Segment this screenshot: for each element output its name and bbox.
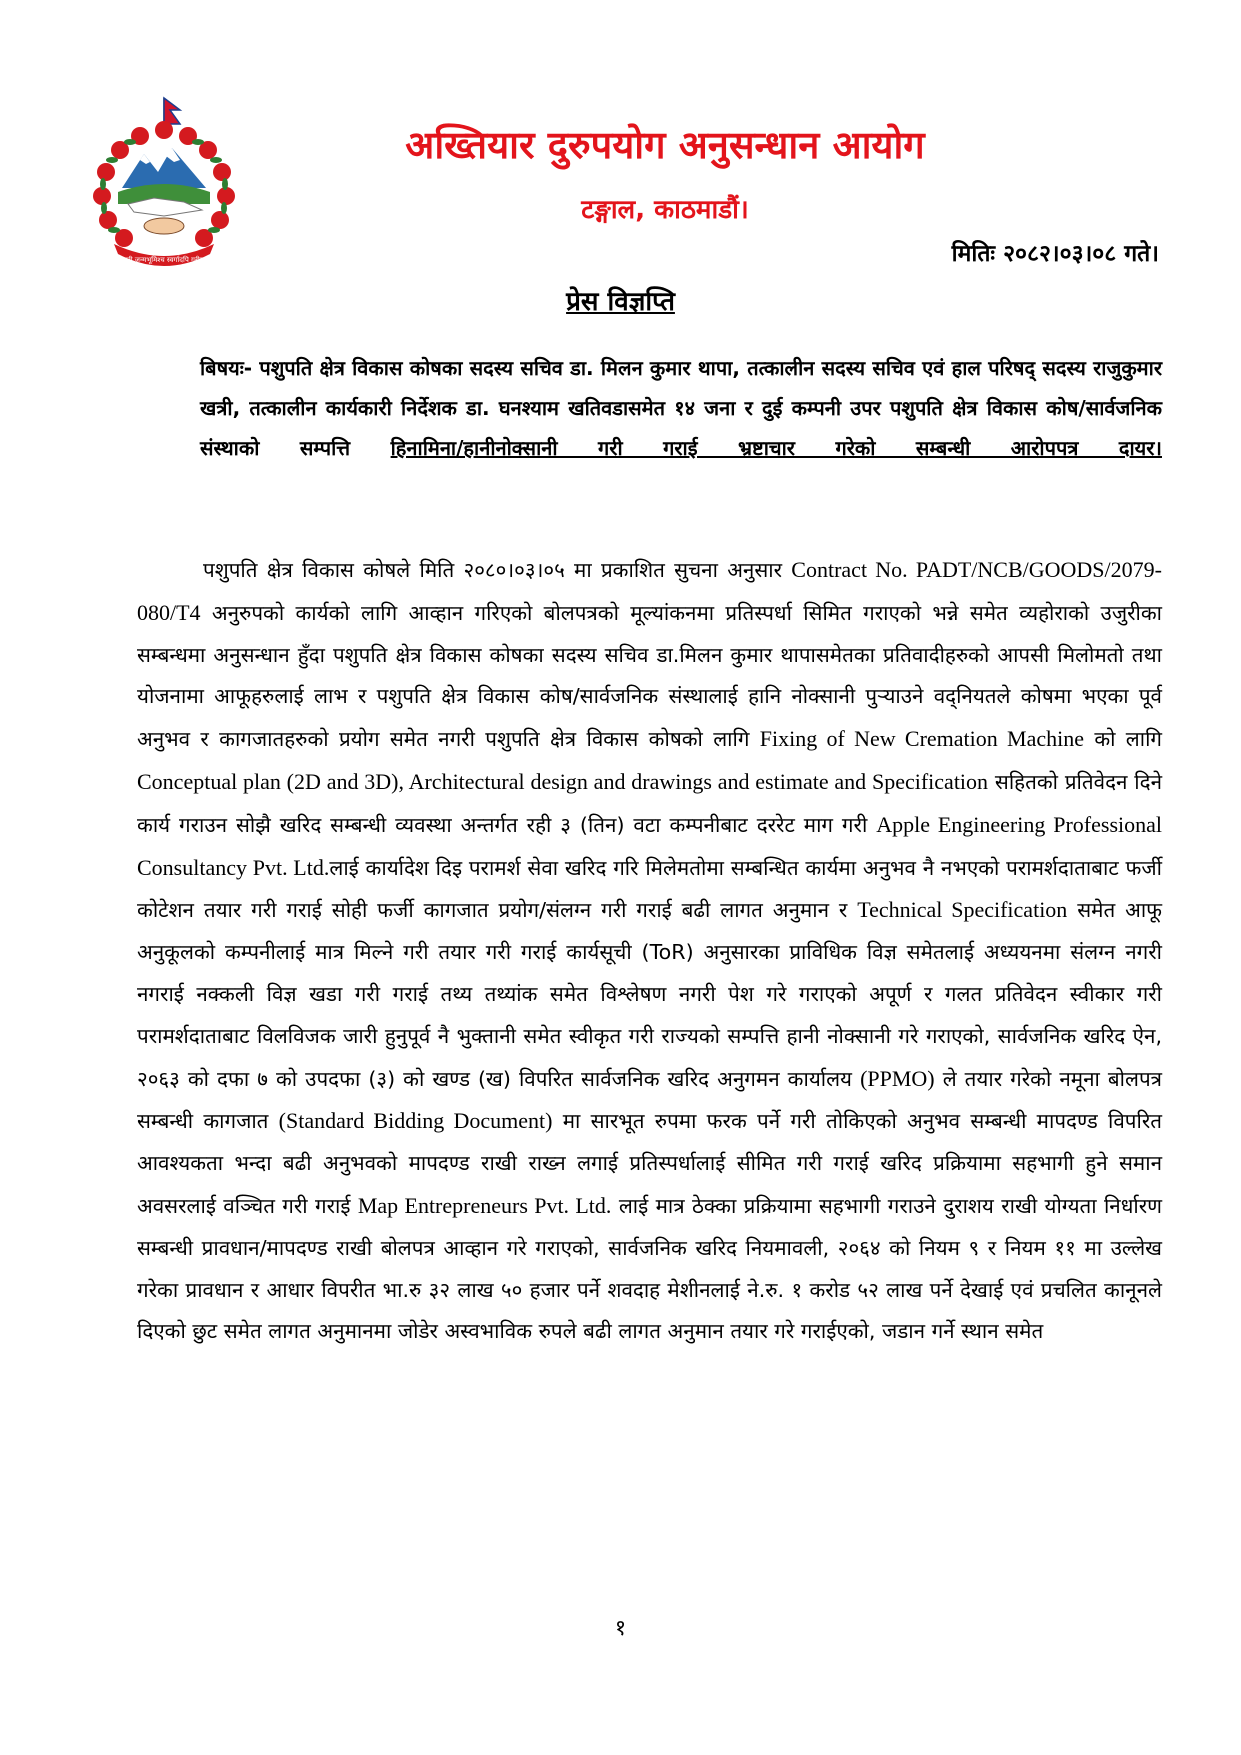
body-segment: समेत आफू अनुकूलको कम्पनीलाई मात्र मिल्ने गरी तयार गरी गराई कार्यसूची (ToR) अनुसारका प्राविधिक विज्ञ समेतलाई अध्ययनमा संलग्न नगरी नगराई नक्कली विज्ञ खडा गरी गराई तथ्य तथ्यांक समेत विश्लेषण नगरी पेश गरे गराएको अपूर्ण र गलत प्रतिवेदन स्वीकार गरी परामर्शदाताबाट विलविजक जारी हुनुपूर्व नै भुक्तानी समेत स्वीकृत गरी राज्यको सम्पत्ति हानी नोक्सानी गरे गराएको, सार्वजनिक खरिद ऐन, २०६३ को दफा ७ को उपदफा (३) को खण्ड (ख) विपरित सार्वजनिक खरिद अनुगमन कार्यालय [137, 898, 1162, 1091]
document-title: प्रेस विज्ञप्ति [566, 287, 675, 317]
body-segment-latin: Apple Engineering Professional Consultancy Pvt. Ltd. [137, 811, 1163, 880]
body-segment: सहितको प्रतिवेदन दिने कार्य गराउन सोझै खरिद सम्बन्धी व्यवस्था अन्तर्गत रही ३ (तिन) वटा कम्पनीबाट दररेट माग गरी [137, 769, 1162, 837]
subject-paragraph [200, 348, 1162, 468]
body-segment-latin: Fixing of New Cremation Machine [759, 726, 1084, 752]
body-segment: अनुरुपको कार्यको लागि आव्हान गरिएको बोलपत्रको मूल्यांकनमा प्रतिस्पर्धा सिमित गराएको भन्ने समेत व्यहोराको उजुरीका सम्बन्धमा अनुसन्धान हुँदा पशुपति क्षेत्र विकास कोषका सदस्य सचिव डा.मिलन कुमार थापासमेतका प्रतिवादीहरुको आपसी मिलोमतो तथा योजनामा आफूहरुलाई लाभ र पशुपति क्षेत्र विकास कोष/सार्वजनिक संस्थालाई हानि नोक्सानी पुर्‍याउने वद्नियतले कोषमा भएका पूर्व अनुभव र कागजातहरुको प्रयोग समेत नगरी पशुपति क्षेत्र विकास कोषको लागि [137, 600, 1163, 752]
body-segment-latin: Technical Specification [857, 897, 1068, 923]
body-segment: लाई कार्यादेश दिइ परामर्श सेवा खरिद गरि मिलेमतोमा सम्बन्धित कार्यमा अनुभव नै नभएको परामर्शदाताबाट फर्जी कोटेशन तयार गरी गराई सोही फर्जी कागजात प्रयोग/संलग्न गरी गराई बढी लागत अनुमान र [137, 855, 1162, 923]
body-segment: पशुपति क्षेत्र विकास कोषले मिति २०८०।०३।०५ मा प्रकाशित सुचना अनुसार [203, 558, 783, 582]
body-segment: ले तयार गरेको नमूना बोलपत्र सम्बन्धी कागजात [137, 1066, 1163, 1134]
body-paragraph [137, 549, 1162, 1353]
page-number: १ [614, 1616, 627, 1641]
body-segment-latin: (PPMO) [860, 1065, 935, 1091]
body-segment: लाई मात्र ठेक्का प्रक्रियामा सहभागी गराउने दुराशय राखी योग्यता निर्धारण सम्बन्धी प्रावधान/मापदण्ड राखी बोलपत्र आव्हान गरे गराएको, सार्वजनिक खरिद नियमावली, २०६४ को नियम ९ र नियम ११ मा उल्लेख गरेका प्रावधान र आधार विपरीत भा.रु ३२ लाख ५० हजार पर्ने शवदाह मेशीनलाई ने.रु. १ करोड ५२ लाख पर्ने देखाई एवं प्रचलित कानूनले दिएको छुट समेत लागत अनुमानमा जोडेर अस्वभाविक रुपले बढी लागत अनुमान तयार गरे गराईएको, जडान गर्ने स्थान समेत [137, 1193, 1163, 1344]
body-segment-latin: Contract No. PADT/NCB/GOODS/2079-080/T4 [137, 557, 1162, 625]
body-segment-latin: (Standard Bidding Document) [278, 1108, 553, 1134]
document-date: मितिः २०८२।०३।०८ गते। [951, 241, 1159, 267]
organization-location: टङ्गाल, काठमाडौं। [581, 195, 749, 225]
body-segment-latin: Conceptual plan (2D and 3D), Architectural design and drawings and estimate and Specification [137, 768, 989, 794]
subject-text: बिषयः- पशुपति क्षेत्र विकास कोषका सदस्य सचिव डा. मिलन कुमार थापा, तत्कालीन सदस्य सचिव एवं हाल परिषद् सदस्य राजुकुमार खत्री, तत्कालीन कार्यकारी निर्देशक डा. घनश्याम खतिवडासमेत १४ जना र दुई कम्पनी उपर पशुपति क्षेत्र विकास कोष/सार्वजनिक संस्थाको सम्पत्ति [200, 356, 1162, 460]
organization-name: अख्तियार दुरुपयोग अनुसन्धान आयोग [405, 123, 925, 167]
body-segment: मा सारभूत रुपमा फरक पर्ने गरी तोकिएको अनुभव सम्बन्धी मापदण्ड विपरित आवश्यकता भन्दा बढी अनुभवको मापदण्ड राखी राख्न लगाई प्रतिस्पर्धालाई सीमित गरी गराई खरिद प्रक्रियामा सहभागी हुने समान अवसरलाई वञ्चित गरी गराई [137, 1109, 1162, 1218]
body-segment: को लागि [1094, 727, 1163, 752]
body-segment-latin: Map Entrepreneurs Pvt. Ltd. [357, 1192, 612, 1218]
subject-underlined-text: हिनामिना/हानीनोक्सानी गरी गराई भ्रष्टाचार गरेको सम्बन्धी आरोपपत्र दायर। [390, 436, 1162, 460]
emblem-motto: जननी जन्मभूमिश्च स्वर्गादपि गरीयसी [117, 256, 211, 264]
national-emblem [84, 92, 244, 272]
